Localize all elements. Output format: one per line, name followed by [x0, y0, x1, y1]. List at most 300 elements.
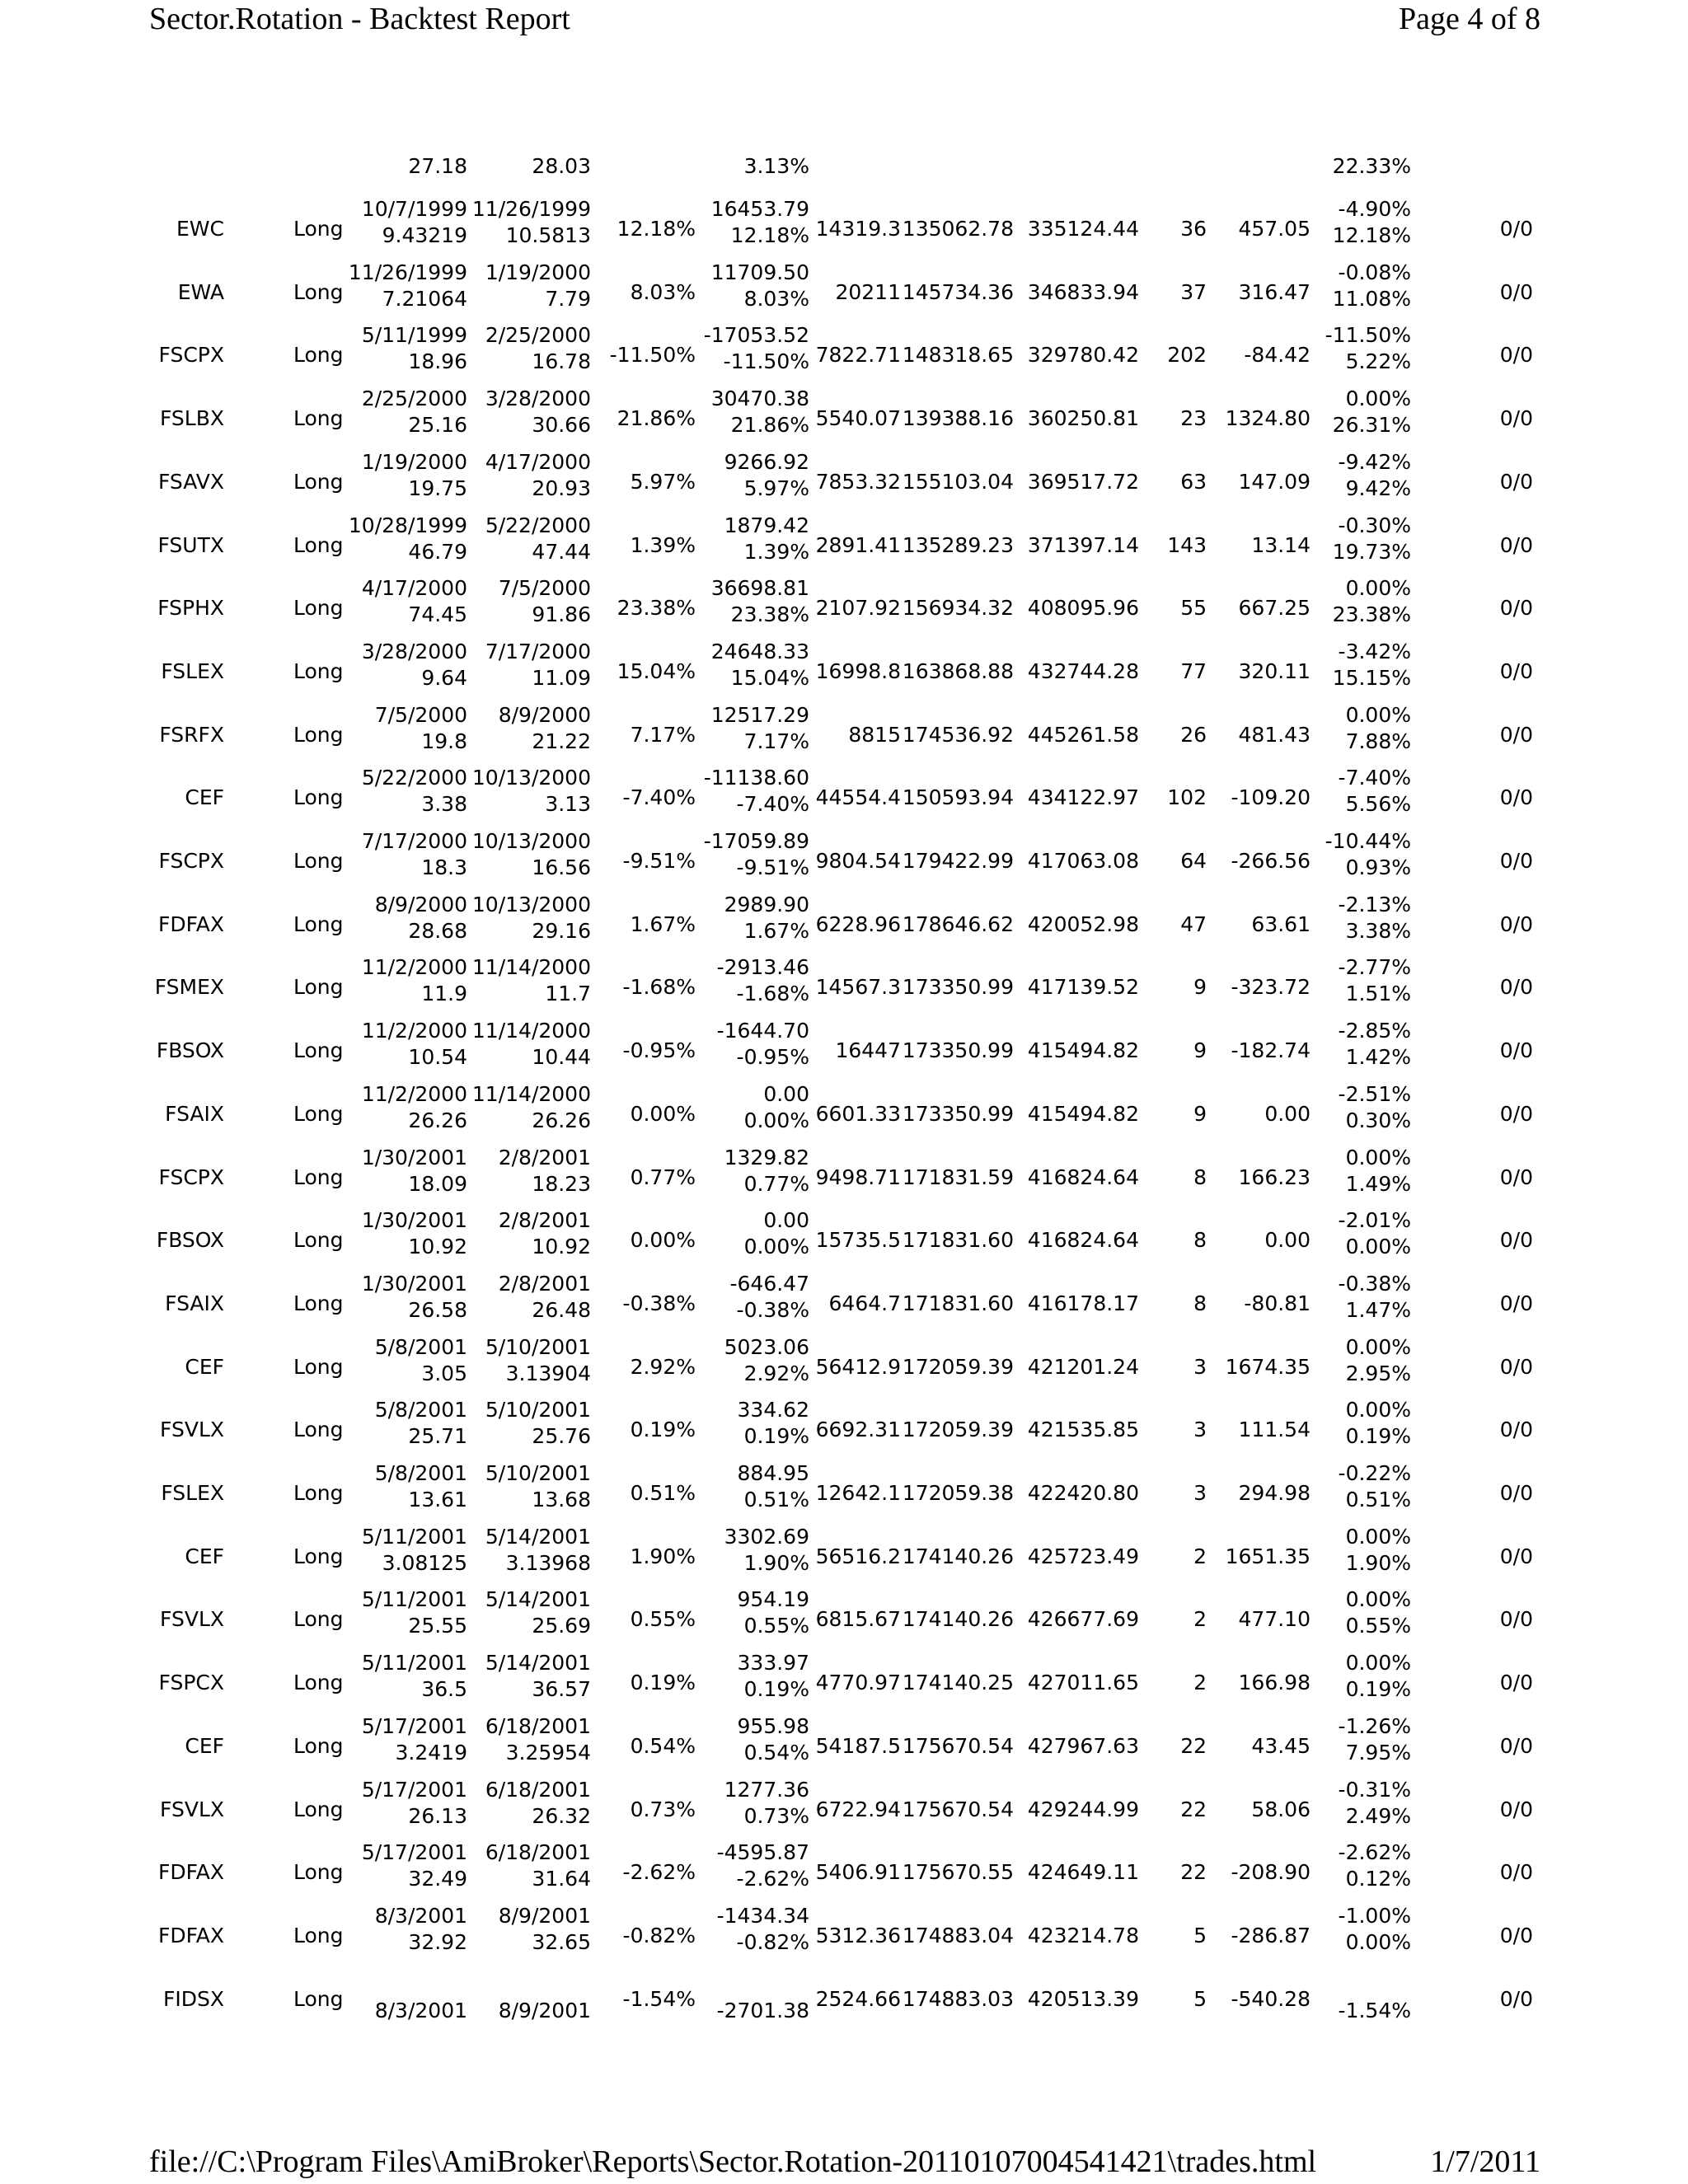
profit-pct: 8.03%: [743, 286, 809, 311]
cum-profit: 371397.14: [1027, 532, 1139, 557]
trade-type: Long: [293, 1607, 344, 1632]
entry-date: 5/11/2001: [361, 1524, 467, 1549]
symbol: CEF: [185, 785, 224, 810]
scale-in-out: 0/0: [1499, 1671, 1533, 1695]
pct-change: 0.73%: [630, 1797, 696, 1821]
table-row: [0, 1524, 1688, 1586]
exit-price: 13.68: [532, 1488, 591, 1511]
mfe: 15.15%: [1332, 665, 1411, 690]
entry-date: 5/11/2001: [361, 1587, 467, 1612]
symbol: CEF: [185, 1733, 224, 1758]
cum-profit: 416824.64: [1027, 1165, 1139, 1189]
mfe: 5.56%: [1345, 792, 1411, 817]
shares: 7822.71: [815, 343, 901, 368]
profit-pct: 0.51%: [743, 1488, 809, 1511]
trade-type: Long: [293, 658, 344, 683]
table-row: [0, 954, 1688, 1017]
table-row: [0, 1966, 1688, 2029]
mae: 0.00%: [1345, 1398, 1411, 1422]
cum-profit: 422420.80: [1027, 1481, 1139, 1505]
entry-date: 5/17/2001: [361, 1777, 467, 1802]
table-row: [0, 322, 1688, 385]
entry-date: 1/30/2001: [361, 1145, 467, 1169]
entry-date: 5/11/1999: [361, 323, 467, 348]
report-title: Sector.Rotation - Backtest Report: [149, 2, 570, 36]
symbol: FSUTX: [157, 532, 224, 557]
table-row: [0, 1145, 1688, 1207]
exit-price: 3.13: [545, 792, 591, 817]
shares: 6228.96: [815, 912, 901, 936]
bars-held: 5: [1193, 1923, 1207, 1947]
exit-date: 5/10/2001: [485, 1461, 591, 1485]
pct-change: 21.86%: [617, 406, 696, 431]
cum-profit: 427967.63: [1027, 1733, 1139, 1758]
mae: -0.31%: [1338, 1777, 1411, 1802]
page-number: Page 4 of 8: [1398, 2, 1540, 36]
table-row: [0, 1650, 1688, 1713]
profit-pct: 1.90%: [743, 1550, 809, 1575]
position-value: 174140.25: [902, 1671, 1014, 1695]
shares: 14567.3: [815, 975, 901, 1000]
trade-type: Long: [293, 1291, 344, 1315]
profit: -646.47: [729, 1271, 809, 1296]
pct-change: 23.38%: [617, 596, 696, 621]
bars-held: 77: [1180, 658, 1207, 683]
profit-pct: 3.13%: [743, 154, 809, 178]
position-value: 173350.99: [902, 1101, 1014, 1126]
profit: 3302.69: [724, 1524, 809, 1549]
profit-pct: 0.77%: [743, 1171, 809, 1196]
profit: -4595.87: [716, 1840, 809, 1865]
exit-date: 8/9/2001: [498, 1903, 591, 1928]
exit-date: 1/19/2000: [485, 260, 591, 284]
pct-change: 12.18%: [617, 217, 696, 241]
shares: 6815.67: [815, 1607, 901, 1632]
exit-price: 10.5813: [505, 223, 591, 247]
cum-profit: 346833.94: [1027, 279, 1139, 304]
cum-profit: 432744.28: [1027, 658, 1139, 683]
mae: -9.42%: [1338, 449, 1411, 474]
profit-pct: 0.19%: [743, 1424, 809, 1449]
bars-held: 9: [1193, 1101, 1207, 1126]
scale-in-out: 0/0: [1499, 785, 1533, 810]
entry-price: 3.08125: [382, 1550, 467, 1575]
position-value: 135062.78: [902, 217, 1014, 241]
shares: 5540.07: [815, 406, 901, 431]
entry-price: 18.09: [408, 1171, 467, 1196]
table-row: [0, 828, 1688, 891]
exit-price: 20.93: [532, 476, 591, 500]
table-row: [0, 196, 1688, 259]
shares: 6692.31: [815, 1418, 901, 1442]
trade-type: Long: [293, 1354, 344, 1379]
entry-date: 4/17/2000: [361, 576, 467, 601]
bars-held: 63: [1180, 469, 1207, 494]
bars-held: 37: [1180, 279, 1207, 304]
position-value: 174536.92: [902, 722, 1014, 747]
exit-price: 29.16: [532, 918, 591, 943]
position-value: 174883.04: [902, 1923, 1014, 1947]
cum-profit: 417139.52: [1027, 975, 1139, 1000]
profit: -1434.34: [716, 1903, 809, 1928]
exit-date: 2/8/2001: [498, 1271, 591, 1296]
table-row: [0, 1271, 1688, 1333]
mae: -1.00%: [1338, 1903, 1411, 1928]
entry-price: 25.71: [408, 1424, 467, 1449]
profit: 884.95: [737, 1461, 809, 1485]
mfe: 0.19%: [1345, 1424, 1411, 1449]
trade-type: Long: [293, 1544, 344, 1568]
mae: -11.50%: [1325, 323, 1411, 348]
cum-profit: 426677.69: [1027, 1607, 1139, 1632]
bars-held: 3: [1193, 1354, 1207, 1379]
shares: 5312.36: [815, 1923, 901, 1947]
exit-date: 5/10/2001: [485, 1398, 591, 1422]
scale-in-out: 0/0: [1499, 1607, 1533, 1632]
entry-date: 11/26/1999: [348, 260, 467, 284]
symbol: FSVLX: [160, 1607, 224, 1632]
shares: 16447: [835, 1038, 901, 1063]
trade-type: Long: [293, 722, 344, 747]
position-value: 172059.39: [902, 1354, 1014, 1379]
symbol: EWC: [176, 217, 224, 241]
scale-in-out: 0/0: [1499, 1418, 1533, 1442]
profit-per-bar: 43.45: [1251, 1733, 1311, 1758]
position-value: 174883.03: [902, 1986, 1014, 2011]
scale-in-out: 0/0: [1499, 658, 1533, 683]
exit-price: 3.25954: [505, 1740, 591, 1765]
profit: -17059.89: [703, 829, 809, 853]
symbol: FDFAX: [158, 1860, 224, 1885]
profit-pct: 0.73%: [743, 1803, 809, 1828]
profit-per-bar: 1651.35: [1225, 1544, 1311, 1568]
profit-pct: 0.00%: [743, 1235, 809, 1259]
mfe: 3.38%: [1345, 918, 1411, 943]
cum-profit: 429244.99: [1027, 1797, 1139, 1821]
pct-change: 7.17%: [630, 722, 696, 747]
symbol: FSPCX: [158, 1671, 224, 1695]
pct-change: 5.97%: [630, 469, 696, 494]
trade-type: Long: [293, 1860, 344, 1885]
entry-price: 10.54: [408, 1045, 467, 1070]
profit-pct: -1.68%: [736, 982, 809, 1006]
position-value: 178646.62: [902, 912, 1014, 936]
bars-held: 8: [1193, 1165, 1207, 1189]
pct-change: -9.51%: [622, 849, 696, 873]
pct-change: 1.90%: [630, 1544, 696, 1568]
mfe: 5.22%: [1345, 349, 1411, 374]
profit: -2701.38: [716, 1998, 809, 2022]
entry-date: 5/8/2001: [374, 1334, 467, 1359]
symbol: FSAIX: [165, 1101, 224, 1126]
cum-profit: 417063.08: [1027, 849, 1139, 873]
cum-profit: 427011.65: [1027, 1671, 1139, 1695]
entry-price: 9.64: [421, 665, 467, 690]
shares: 44554.4: [815, 785, 901, 810]
profit-per-bar: 481.43: [1238, 722, 1311, 747]
cum-profit: 415494.82: [1027, 1101, 1139, 1126]
table-row: [0, 1018, 1688, 1080]
exit-date: 11/14/2000: [471, 955, 591, 980]
cum-profit: 360250.81: [1027, 406, 1139, 431]
mae: -0.22%: [1338, 1461, 1411, 1485]
mae: 0.00%: [1345, 1587, 1411, 1612]
symbol: FSAIX: [165, 1291, 224, 1315]
entry-price: 32.49: [408, 1867, 467, 1891]
mae: 0.00%: [1345, 1145, 1411, 1169]
scale-in-out: 0/0: [1499, 1038, 1533, 1063]
bars-held: 23: [1180, 406, 1207, 431]
pct-change: 0.19%: [630, 1418, 696, 1442]
exit-date: 6/18/2001: [485, 1713, 591, 1738]
pct-change: 0.51%: [630, 1481, 696, 1505]
trade-type: Long: [293, 975, 344, 1000]
entry-date: 3/28/2000: [361, 639, 467, 663]
entry-date: 10/7/1999: [361, 197, 467, 221]
scale-in-out: 0/0: [1499, 279, 1533, 304]
entry-price: 25.16: [408, 413, 467, 438]
position-value: 172059.39: [902, 1418, 1014, 1442]
table-row: [0, 575, 1688, 638]
profit-per-bar: -84.42: [1244, 343, 1311, 368]
pct-change: 0.54%: [630, 1733, 696, 1758]
scale-in-out: 0/0: [1499, 975, 1533, 1000]
symbol: FSRFX: [159, 722, 224, 747]
cum-profit: 415494.82: [1027, 1038, 1139, 1063]
bars-held: 2: [1193, 1544, 1207, 1568]
scale-in-out: 0/0: [1499, 912, 1533, 936]
mfe: 22.33%: [1332, 154, 1411, 178]
shares: 6601.33: [815, 1101, 901, 1126]
cum-profit: 420052.98: [1027, 912, 1139, 936]
exit-date: 7/5/2000: [498, 576, 591, 601]
shares: 12642.1: [815, 1481, 901, 1505]
entry-date: 1/30/2001: [361, 1208, 467, 1233]
trade-type: Long: [293, 1418, 344, 1442]
mae: 0.00%: [1345, 702, 1411, 727]
scale-in-out: 0/0: [1499, 1733, 1533, 1758]
profit-per-bar: 63.61: [1251, 912, 1311, 936]
cum-profit: 416824.64: [1027, 1228, 1139, 1253]
mfe: 2.49%: [1345, 1803, 1411, 1828]
exit-price: 16.56: [532, 855, 591, 879]
shares: 2107.92: [815, 596, 901, 621]
exit-date: 6/18/2001: [485, 1777, 591, 1802]
report-date: 1/7/2011: [1430, 2144, 1540, 2179]
cum-profit: 416178.17: [1027, 1291, 1139, 1315]
mae: -7.40%: [1338, 766, 1411, 790]
bars-held: 2: [1193, 1671, 1207, 1695]
pct-change: -0.82%: [622, 1923, 696, 1947]
trade-type: Long: [293, 1228, 344, 1253]
scale-in-out: 0/0: [1499, 1544, 1533, 1568]
pct-change: -1.68%: [622, 975, 696, 1000]
scale-in-out: 0/0: [1499, 1354, 1533, 1379]
scale-in-out: 0/0: [1499, 1165, 1533, 1189]
profit-per-bar: 477.10: [1238, 1607, 1311, 1632]
bars-held: 36: [1180, 217, 1207, 241]
profit-per-bar: -540.28: [1231, 1986, 1311, 2011]
mfe: 9.42%: [1345, 476, 1411, 500]
table-row: [0, 513, 1688, 575]
mae: -3.42%: [1338, 639, 1411, 663]
bars-held: 26: [1180, 722, 1207, 747]
position-value: 155103.04: [902, 469, 1014, 494]
entry-price: 32.92: [408, 1929, 467, 1954]
trade-type: Long: [293, 785, 344, 810]
pct-change: 1.39%: [630, 532, 696, 557]
mfe: 0.51%: [1345, 1488, 1411, 1511]
exit-date: 5/22/2000: [485, 513, 591, 537]
exit-price: 36.57: [532, 1677, 591, 1702]
table-row: [0, 1081, 1688, 1144]
pct-change: 0.00%: [630, 1101, 696, 1126]
mae: 0.00%: [1345, 387, 1411, 411]
symbol: EWA: [177, 279, 224, 304]
position-value: 163868.88: [902, 658, 1014, 683]
profit-per-bar: 667.25: [1238, 596, 1311, 621]
symbol: FSLEX: [161, 1481, 224, 1505]
table-row: [0, 1713, 1688, 1776]
position-value: 135289.23: [902, 532, 1014, 557]
exit-price: 30.66: [532, 413, 591, 438]
symbol: FBSOX: [156, 1038, 224, 1063]
position-value: 172059.38: [902, 1481, 1014, 1505]
trade-type: Long: [293, 469, 344, 494]
table-row: [0, 1586, 1688, 1649]
exit-date: 5/14/2001: [485, 1651, 591, 1675]
position-value: 171831.60: [902, 1291, 1014, 1315]
exit-date: 8/9/2000: [498, 702, 591, 727]
symbol: FSVLX: [160, 1418, 224, 1442]
position-value: 139388.16: [902, 406, 1014, 431]
scale-in-out: 0/0: [1499, 1481, 1533, 1505]
entry-price: 9.43219: [382, 223, 467, 247]
cum-profit: 421201.24: [1027, 1354, 1139, 1379]
exit-date: 5/14/2001: [485, 1524, 591, 1549]
scale-in-out: 0/0: [1499, 469, 1533, 494]
cum-profit: 445261.58: [1027, 722, 1139, 747]
entry-date: 5/11/2001: [361, 1651, 467, 1675]
profit-pct: -7.40%: [736, 792, 809, 817]
entry-date: 8/3/2001: [374, 1903, 467, 1928]
exit-date: 5/14/2001: [485, 1587, 591, 1612]
bars-held: 64: [1180, 849, 1207, 873]
trade-type: Long: [293, 1986, 344, 2011]
table-row: [0, 1903, 1688, 1966]
mae: 0.00%: [1345, 1651, 1411, 1675]
bars-held: 8: [1193, 1228, 1207, 1253]
mfe: 7.95%: [1345, 1740, 1411, 1765]
profit: 333.97: [737, 1651, 809, 1675]
mfe: 23.38%: [1332, 602, 1411, 627]
shares: 4770.97: [815, 1671, 901, 1695]
entry-price: 27.18: [408, 154, 467, 178]
profit: 334.62: [737, 1398, 809, 1422]
pct-change: 1.67%: [630, 912, 696, 936]
shares: 6722.94: [815, 1797, 901, 1821]
profit-pct: -0.82%: [736, 1929, 809, 1954]
table-row: [0, 1840, 1688, 1902]
trade-type: Long: [293, 1165, 344, 1189]
mfe: 0.30%: [1345, 1108, 1411, 1132]
shares: 7853.32: [815, 469, 901, 494]
table-row: [0, 702, 1688, 765]
file-path: file://C:\Program Files\AmiBroker\Reports\Sector.Rotation-20110107004541421\trades.html: [149, 2144, 1317, 2179]
profit-pct: -9.51%: [736, 855, 809, 879]
profit-pct: 0.54%: [743, 1740, 809, 1765]
mae: -2.13%: [1338, 892, 1411, 916]
cum-profit: 420513.39: [1027, 1986, 1139, 2011]
trade-type: Long: [293, 1797, 344, 1821]
entry-date: 5/17/2001: [361, 1713, 467, 1738]
mae: 0.00%: [1345, 1334, 1411, 1359]
symbol: FDFAX: [158, 912, 224, 936]
mfe: 0.12%: [1345, 1867, 1411, 1891]
profit-per-bar: -208.90: [1231, 1860, 1311, 1885]
exit-price: 21.22: [532, 729, 591, 753]
profit-per-bar: 316.47: [1238, 279, 1311, 304]
profit-per-bar: 111.54: [1238, 1418, 1311, 1442]
position-value: 150593.94: [902, 785, 1014, 810]
profit-per-bar: -80.81: [1244, 1291, 1311, 1315]
position-value: 156934.32: [902, 596, 1014, 621]
cum-profit: 421535.85: [1027, 1418, 1139, 1442]
profit: -17053.52: [703, 323, 809, 348]
exit-date: 2/8/2001: [498, 1208, 591, 1233]
exit-price: 25.69: [532, 1614, 591, 1638]
pct-change: -7.40%: [622, 785, 696, 810]
mae: 0.00%: [1345, 1524, 1411, 1549]
entry-price: 18.3: [421, 855, 467, 879]
cum-profit: 329780.42: [1027, 343, 1139, 368]
pct-change: 0.77%: [630, 1165, 696, 1189]
profit-per-bar: 0.00: [1264, 1228, 1311, 1253]
symbol: CEF: [185, 1544, 224, 1568]
exit-date: 10/13/2000: [471, 766, 591, 790]
mfe: 0.00%: [1345, 1929, 1411, 1954]
entry-date: 2/25/2000: [361, 387, 467, 411]
pct-change: 0.19%: [630, 1671, 696, 1695]
profit-per-bar: 166.23: [1238, 1165, 1311, 1189]
profit: 1329.82: [724, 1145, 809, 1169]
mae: -2.77%: [1338, 955, 1411, 980]
entry-date: 1/30/2001: [361, 1271, 467, 1296]
mae: -2.85%: [1338, 1019, 1411, 1043]
mfe: 7.88%: [1345, 729, 1411, 753]
entry-price: 11.9: [421, 982, 467, 1006]
table-row: [0, 639, 1688, 701]
exit-date: 4/17/2000: [485, 449, 591, 474]
exit-date: 5/10/2001: [485, 1334, 591, 1359]
profit: 2989.90: [724, 892, 809, 916]
trade-type: Long: [293, 1733, 344, 1758]
table-row: [0, 892, 1688, 954]
pct-change: -11.50%: [609, 343, 696, 368]
mfe: 19.73%: [1332, 539, 1411, 564]
table-row: [0, 1460, 1688, 1523]
trade-type: Long: [293, 1671, 344, 1695]
trade-type: Long: [293, 1101, 344, 1126]
shares: 16998.8: [815, 658, 901, 683]
profit-pct: -11.50%: [723, 349, 809, 374]
continued-row: [0, 153, 1688, 186]
exit-price: 10.92: [532, 1235, 591, 1259]
table-row: [0, 260, 1688, 322]
shares: 9498.71: [815, 1165, 901, 1189]
exit-date: 11/14/2000: [471, 1081, 591, 1106]
profit: 5023.06: [724, 1334, 809, 1359]
